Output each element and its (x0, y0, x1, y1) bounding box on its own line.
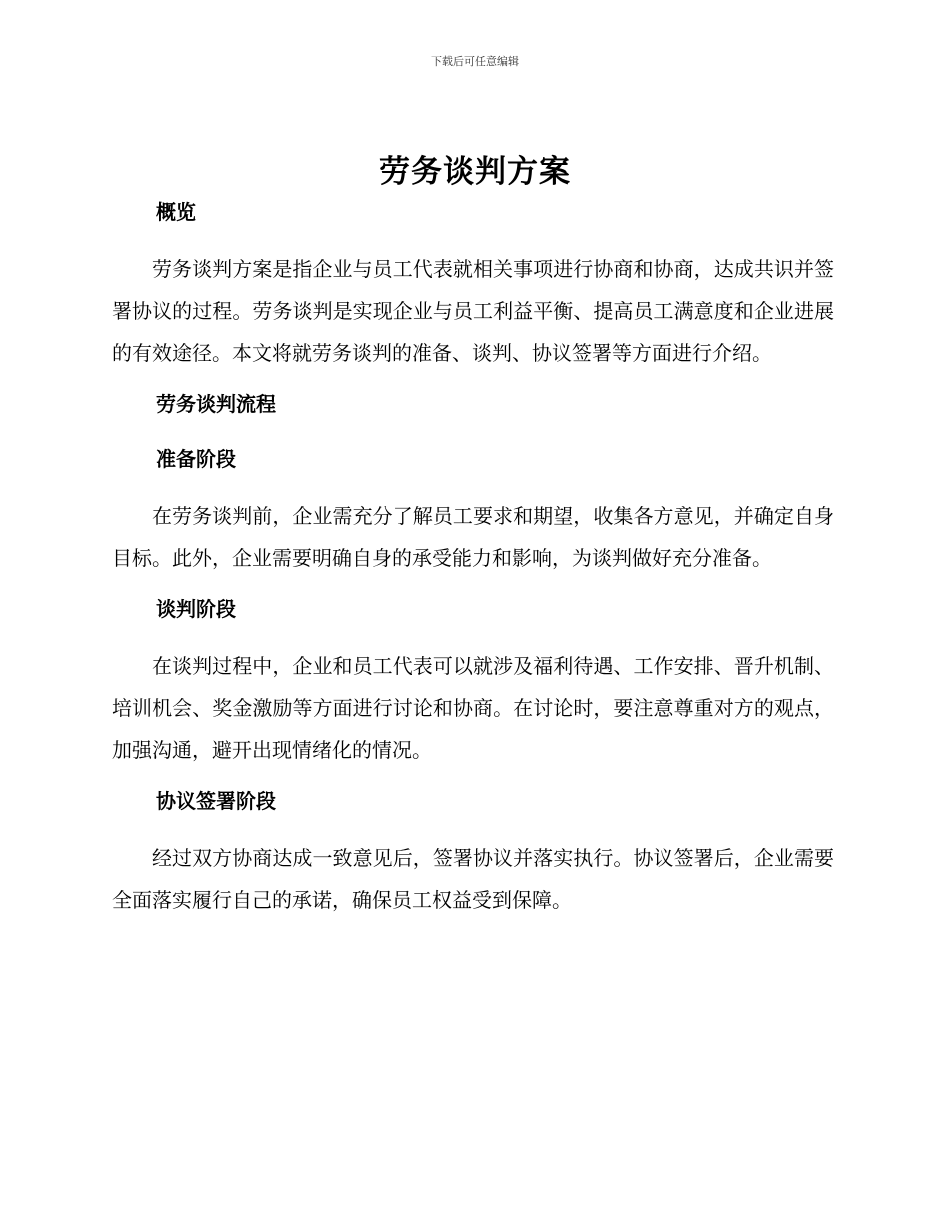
prep-heading: 准备阶段 (156, 447, 236, 471)
process-heading: 劳务谈判流程 (156, 392, 276, 416)
negotiation-heading: 谈判阶段 (156, 597, 236, 621)
signing-paragraph: 经过双方协商达成一致意见后，签署协议并落实执行。协议签署后，企业需要全面落实履行自己的承诺，确保员工权益受到保障。 (112, 846, 834, 912)
signing-heading: 协议签署阶段 (156, 789, 276, 813)
negotiation-paragraph: 在谈判过程中，企业和员工代表可以就涉及福利待遇、工作安排、晋升机制、培训机会、奖金激励等方面进行讨论和协商。在讨论时，要注意尊重对方的观点，加强沟通，避开出现情绪化的情况。 (112, 654, 834, 762)
document-title: 劳务谈判方案 (379, 154, 571, 190)
prep-paragraph: 在劳务谈判前，企业需充分了解员工要求和期望，收集各方意见，并确定自身目标。此外，企业需要明确自身的承受能力和影响，为谈判做好充分准备。 (112, 504, 834, 570)
overview-paragraph: 劳务谈判方案是指企业与员工代表就相关事项进行协商和协商，达成共识并签署协议的过程。劳务谈判是实现企业与员工利益平衡、提高员工满意度和企业进展的有效途径。本文将就劳务谈判的准备、谈判、协议签署等方面进行介绍。 (112, 257, 834, 365)
document-body (112, 198, 834, 921)
overview-heading: 概览 (156, 200, 196, 224)
header-note: 下载后可任意编辑 (431, 55, 519, 68)
